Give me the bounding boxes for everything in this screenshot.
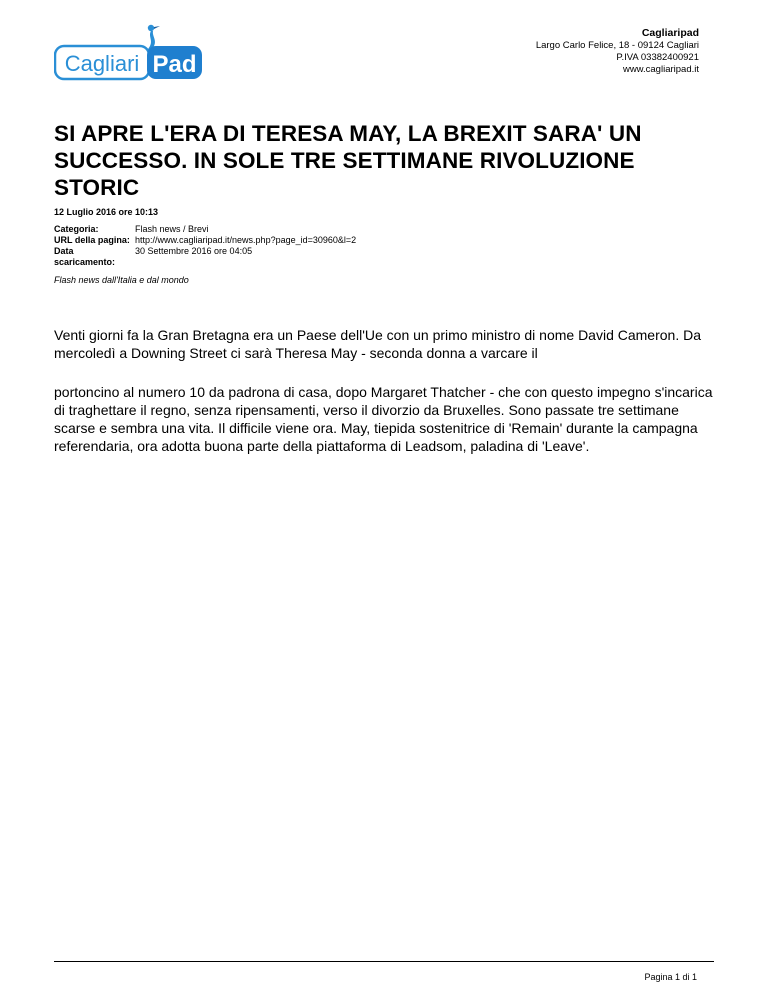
meta-label: Data scaricamento: [54, 246, 116, 267]
cagliaripad-logo [54, 22, 204, 82]
meta-row-download-date [54, 246, 356, 268]
company-website[interactable]: www.cagliaripad.it [622, 64, 699, 75]
company-vat: P.IVA 03382400921 [616, 52, 699, 63]
meta-row-category [54, 224, 356, 235]
meta-value: 30 Settembre 2016 ore 04:05 [135, 246, 253, 256]
footer-divider [54, 961, 714, 962]
meta-label: Categoria: [54, 224, 99, 234]
logo-text-right: Pad [152, 51, 197, 78]
section-label: Flash news dall'Italia e dal mondo [54, 275, 189, 285]
article-paragraph: Venti giorni fa la Gran Bretagna era un Paese dell'Ue con un primo ministro di nome David Cameron. Da mercoledì a Downing Street ci sarà Theresa May - seconda donna a varcare il [54, 327, 702, 361]
meta-label: URL della pagina: [54, 235, 130, 245]
article-meta [54, 224, 356, 268]
logo-text-left: Cagliari [64, 51, 140, 76]
company-name: Cagliaripad [641, 27, 699, 39]
article-title: SI APRE L'ERA DI TERESA MAY, LA BREXIT SARA' UN SUCCESSO. IN SOLE TRE SETTIMANE RIVOLUZIONE STORIC [54, 121, 642, 200]
company-address: Largo Carlo Felice, 18 - 09124 Cagliari [535, 40, 699, 51]
article-date: 12 Luglio 2016 ore 10:13 [54, 207, 159, 217]
meta-value-url[interactable]: http://www.cagliaripad.it/news.php?page_id=30960&l=2 [135, 235, 357, 245]
company-info [536, 26, 699, 76]
meta-row-url [54, 235, 356, 246]
meta-value: Flash news / Brevi [135, 224, 209, 234]
page-number: Pagina 1 di 1 [644, 972, 697, 982]
article-paragraph: portoncino al numero 10 da padrona di casa, dopo Margaret Thatcher - che con questo impegno s'incarica di traghettare il regno, senza ripensamenti, verso il divorzio da Bruxelles. Sono passate tre settimane scarse e sembra una vita. Il difficile viene ora. May, tiepida sostenitrice di 'Remain' durante la campagna referendaria, ora adotta buona parte della piattaforma di Leadsom, paladina di 'Leave'. [54, 384, 713, 454]
